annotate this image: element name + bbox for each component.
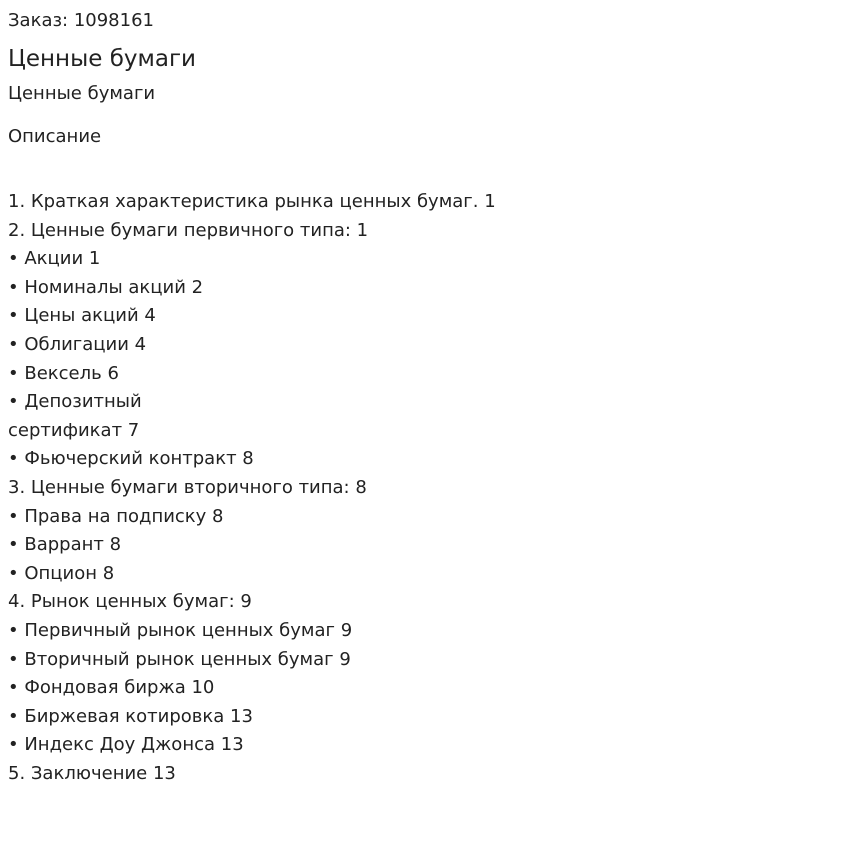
order-number: Заказ: 1098161 bbox=[8, 10, 154, 31]
toc-line: • Индекс Доу Джонса 13 bbox=[8, 734, 244, 756]
toc-line: • Варрант 8 bbox=[8, 534, 122, 556]
toc-line: • Вексель 6 bbox=[8, 362, 119, 384]
toc-line: • Вторичный рынок ценных бумаг 9 bbox=[8, 648, 351, 670]
toc-line: 3. Ценные бумаги вторичного типа: 8 bbox=[8, 476, 367, 498]
description-heading: Описание bbox=[8, 126, 102, 147]
page-title: Ценные бумаги bbox=[8, 46, 196, 72]
toc-line: • Акции 1 bbox=[8, 248, 101, 270]
toc-line: • Первичный рынок ценных бумаг 9 bbox=[8, 619, 353, 641]
toc-line: • Фондовая биржа 10 bbox=[8, 677, 215, 699]
page-subtitle: Ценные бумаги bbox=[8, 83, 156, 104]
toc-line: 2. Ценные бумаги первичного типа: 1 bbox=[8, 219, 369, 241]
toc-line: • Номиналы акций 2 bbox=[8, 276, 204, 298]
toc-line: 5. Заключение 13 bbox=[8, 762, 176, 784]
toc-line: 1. Краткая характеристика рынка ценных бумаг. 1 bbox=[8, 191, 496, 212]
toc-line: • Облигации 4 bbox=[8, 333, 147, 355]
toc-line: 4. Рынок ценных бумаг: 9 bbox=[8, 591, 252, 613]
toc-line: • Биржевая котировка 13 bbox=[8, 705, 253, 727]
toc-line: • Фьючерский контракт 8 bbox=[8, 448, 254, 470]
toc-line: • Депозитный bbox=[8, 391, 142, 413]
table-of-contents bbox=[8, 188, 839, 788]
toc-line: сертификат 7 bbox=[8, 419, 140, 441]
toc-line: • Цены акций 4 bbox=[8, 305, 156, 327]
toc-line: • Опцион 8 bbox=[8, 562, 115, 584]
toc-line: • Права на подписку 8 bbox=[8, 505, 224, 527]
